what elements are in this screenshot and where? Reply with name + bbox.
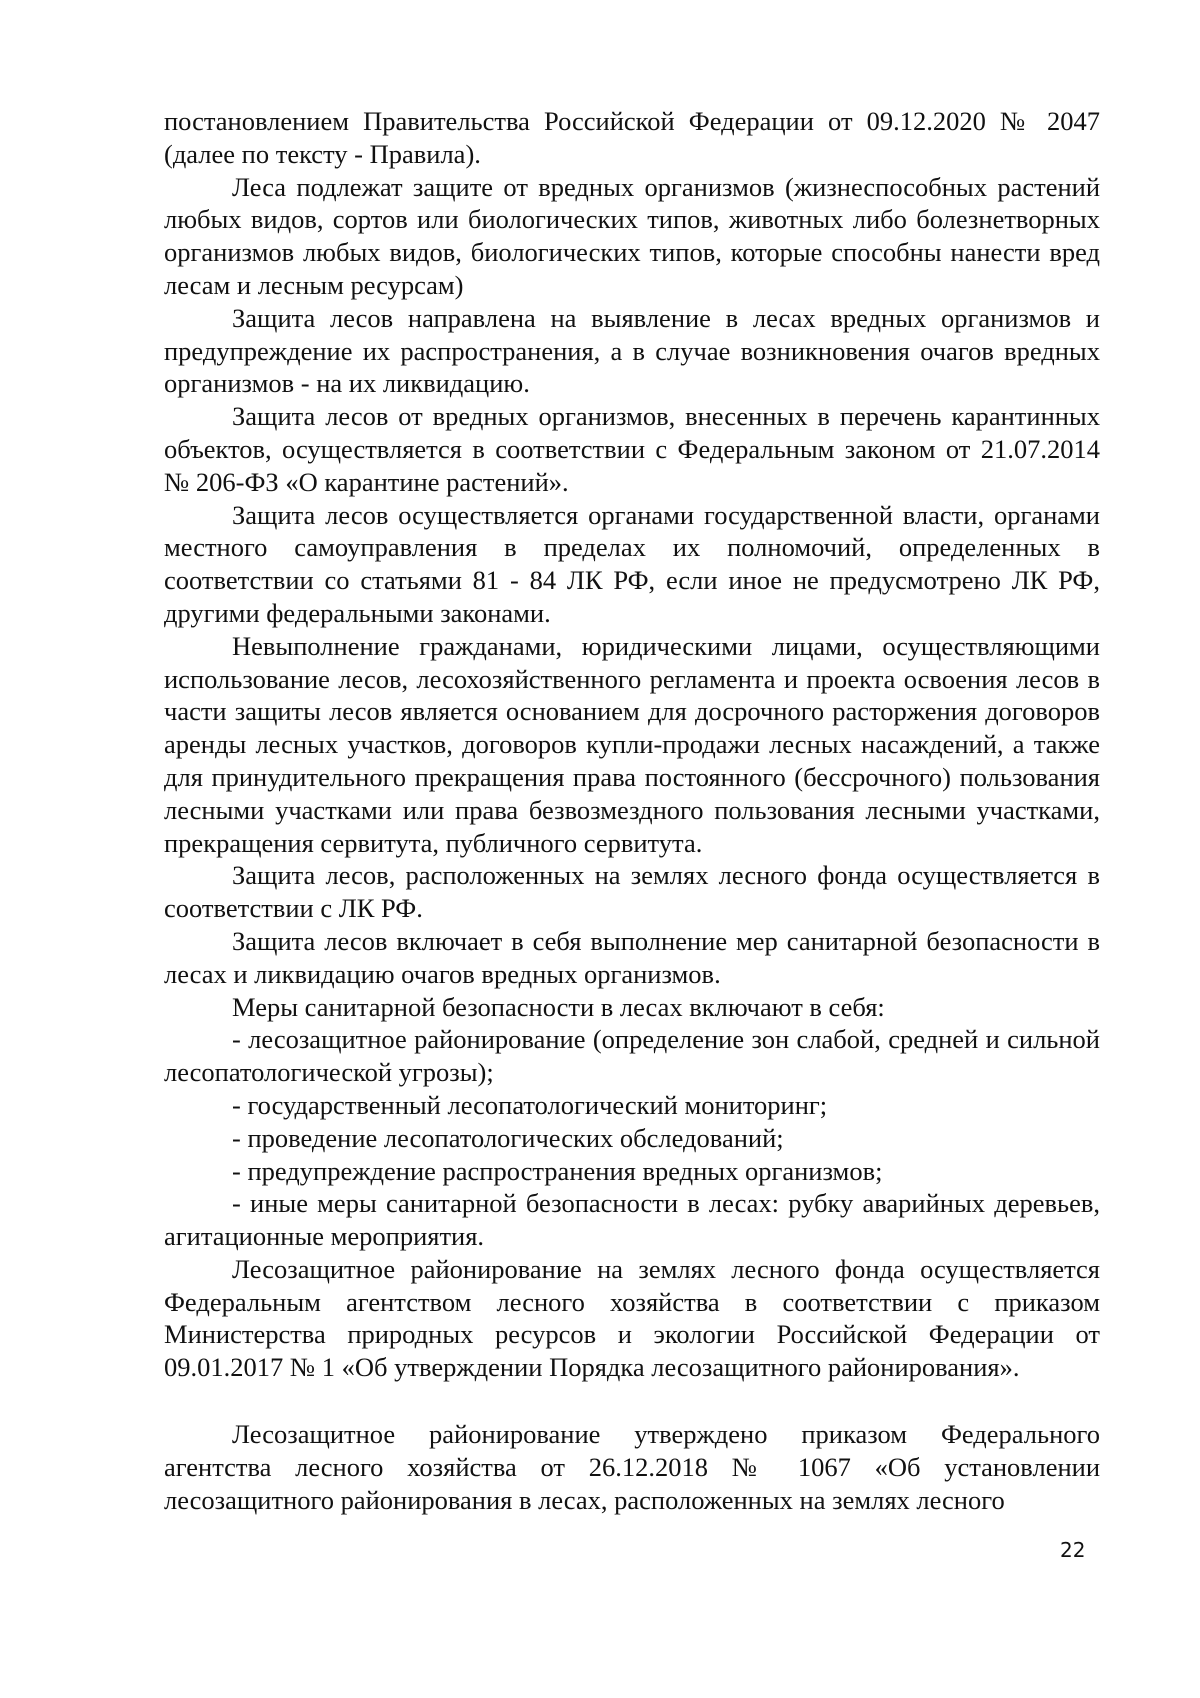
paragraph: Защита лесов осуществляется органами государственной власти, органами местного самоуправления в пределах их полномочий, определенных в соответствии со статьями 81 - 84 ЛК РФ, если иное не предусмотрено ЛК РФ, другими федеральными законами. bbox=[164, 499, 1100, 628]
list-item: - предупреждение распространения вредных организмов; bbox=[232, 1155, 883, 1186]
list-item: - иные меры санитарной безопасности в лесах: рубку аварийных деревьев, агитационные мероприятия. bbox=[164, 1188, 1100, 1252]
paragraph: Защита лесов направлена на выявление в лесах вредных организмов и предупреждение их распространения, а в случае возникновения очагов вредных организмов - на их ликвидацию. bbox=[164, 302, 1100, 399]
paragraph: Защита лесов от вредных организмов, внесенных в перечень карантинных объектов, осуществляется в соответствии с Федеральным законом от 21.07.2014 № 206-ФЗ «О карантине растений». bbox=[164, 401, 1100, 497]
list-item: - проведение лесопатологических обследований; bbox=[232, 1122, 784, 1153]
paragraph: постановлением Правительства Российской Федерации от 09.12.2020 № 2047 (далее по тексту - Правила). bbox=[164, 106, 1100, 169]
paragraph: Защита лесов включает в себя выполнение мер санитарной безопасности в лесах и ликвидацию очагов вредных организмов. bbox=[164, 925, 1100, 989]
paragraph: Леса подлежат защите от вредных организмов (жизнеспособных растений любых видов, сортов или биологических типов, животных либо болезнетворных организмов любых видов, биологических типов, которые способны нанести вред лесам и лесным ресурсам) bbox=[164, 171, 1100, 300]
paragraph: Меры санитарной безопасности в лесах включают в себя: bbox=[232, 991, 885, 1022]
document-body bbox=[164, 105, 1100, 1516]
paragraph: Невыполнение гражданами, юридическими лицами, осуществляющими использование лесов, лесохозяйственного регламента и проекта освоения лесов в части защиты лесов является основанием для досрочного расторжения договоров аренды лесных участков, договоров купли-продажи лесных насаждений, а также для принудительного прекращения права постоянного (бессрочного) пользования лесными участками или права безвозмездного пользования лесными участками, прекращения сервитута, публичного сервитута. bbox=[164, 630, 1100, 858]
paragraph: Лесозащитное районирование на землях лесного фонда осуществляется Федеральным агентством лесного хозяйства в соответствии с приказом Министерства природных ресурсов и экологии Российской Федерации от 09.01.2017 № 1 «Об утверждении Порядка лесозащитного районирования». bbox=[164, 1253, 1100, 1383]
paragraph: Защита лесов, расположенных на землях лесного фонда осуществляется в соответствии с ЛК РФ. bbox=[164, 860, 1100, 924]
list-item: - государственный лесопатологический мониторинг; bbox=[232, 1089, 828, 1120]
paragraph: Лесозащитное районирование утверждено приказом Федерального агентства лесного хозяйства от 26.12.2018 № 1067 «Об установлении лесозащитного районирования в лесах, расположенных на землях лесного bbox=[164, 1419, 1100, 1515]
page-number: 22 bbox=[1060, 1538, 1086, 1562]
list-item: - лесозащитное районирование (определение зон слабой, средней и сильной лесопатологической угрозы); bbox=[164, 1024, 1100, 1088]
